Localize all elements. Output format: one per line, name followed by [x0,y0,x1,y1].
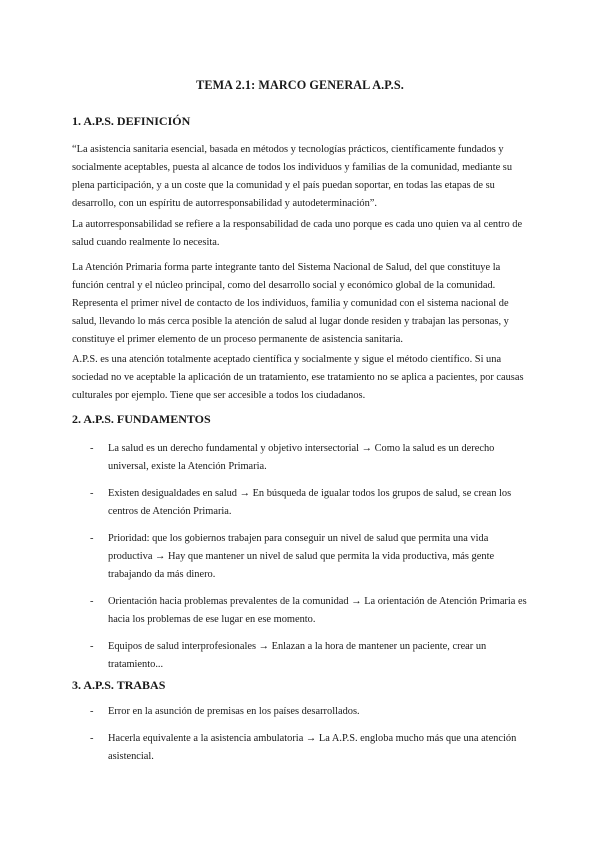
section-heading-trabas: 3. A.P.S. TRABAS [72,678,166,692]
document-title: TEMA 2.1: MARCO GENERAL A.P.S. [196,78,404,92]
list-item: - La salud es un derecho fundamental y objetivo intersectorial → Como la salud es un derecho universal, existe la Atención Primaria. [72,440,528,476]
dash-bullet: - [90,443,94,454]
section-heading-definicion: 1. A.P.S. DEFINICIÓN [72,114,191,128]
list-item: - Existen desigualdades en salud → En búsqueda de igualar todos los grupos de salud, se crean los centros de Atención Primaria. [72,485,528,521]
paragraph-aps-aceptada: A.P.S. es una atención totalmente aceptado científica y socialmente y sigue el método científico. Si una sociedad no ve aceptable la aplicación de un tratamiento, ese tratamiento no se aplica a pacientes, por causas culturales por ejemplo. Tiene que ser accesible a todos los ciudadanos. [72,354,524,401]
fundamentos-list [72,440,528,683]
list-item: - Prioridad: que los gobiernos trabajen para conseguir un nivel de salud que permita una vida productiva → Hay que mantener un nivel de salud que permita la vida productiva, más gente trabajando da más dinero. [72,530,528,584]
list-item: - Error en la asunción de premisas en los países desarrollados. [72,703,528,721]
list-item: - Hacerla equivalente a la asistencia ambulatoria → La A.P.S. engloba mucho más que una atención asistencial. [72,730,528,766]
paragraph-atencion-primaria: La Atención Primaria forma parte integrante tanto del Sistema Nacional de Salud, del que constituye la función central y el núcleo principal, como del desarrollo social y económico global de la comunidad. Representa el primer nivel de contacto de los individuos, familia y comunidad con el sistema nacional de salud, llevando lo más cerca posible la atención de salud al lugar donde residen y trabajan las personas, y constituye el primer elemento de un proceso permanente de asistencia sanitaria. [72,262,509,345]
section-heading-fundamentos: 2. A.P.S. FUNDAMENTOS [72,412,211,426]
trabas-list [72,703,528,775]
dash-bullet: - [90,706,94,717]
paragraph-autorresponsabilidad: La autorresponsabilidad se refiere a la responsabilidad de cada uno porque es cada uno quien va al centro de salud cuando realmente lo necesita. [72,219,523,248]
paragraph-definicion-quote: “La asistencia sanitaria esencial, basada en métodos y tecnologías prácticos, científicamente fundados y socialmente aceptables, puesta al alcance de todos los individuos y familias de la comunidad, mediante su plena participación, y a un coste que la comunidad y el país puedan soportar, en todas las etapas de su desarrollo, con un espíritu de autorresponsabilidad y autodeterminación”. [72,144,513,209]
dash-bullet: - [90,596,94,607]
dash-bullet: - [90,488,94,499]
list-item: - Equipos de salud interprofesionales → Enlazan a la hora de mantener un paciente, crear un tratamiento... [72,638,528,674]
list-item: - Orientación hacia problemas prevalentes de la comunidad → La orientación de Atención Primaria es hacia los problemas de ese lugar en ese momento. [72,593,528,629]
dash-bullet: - [90,641,94,652]
dash-bullet: - [90,733,94,744]
dash-bullet: - [90,533,94,544]
